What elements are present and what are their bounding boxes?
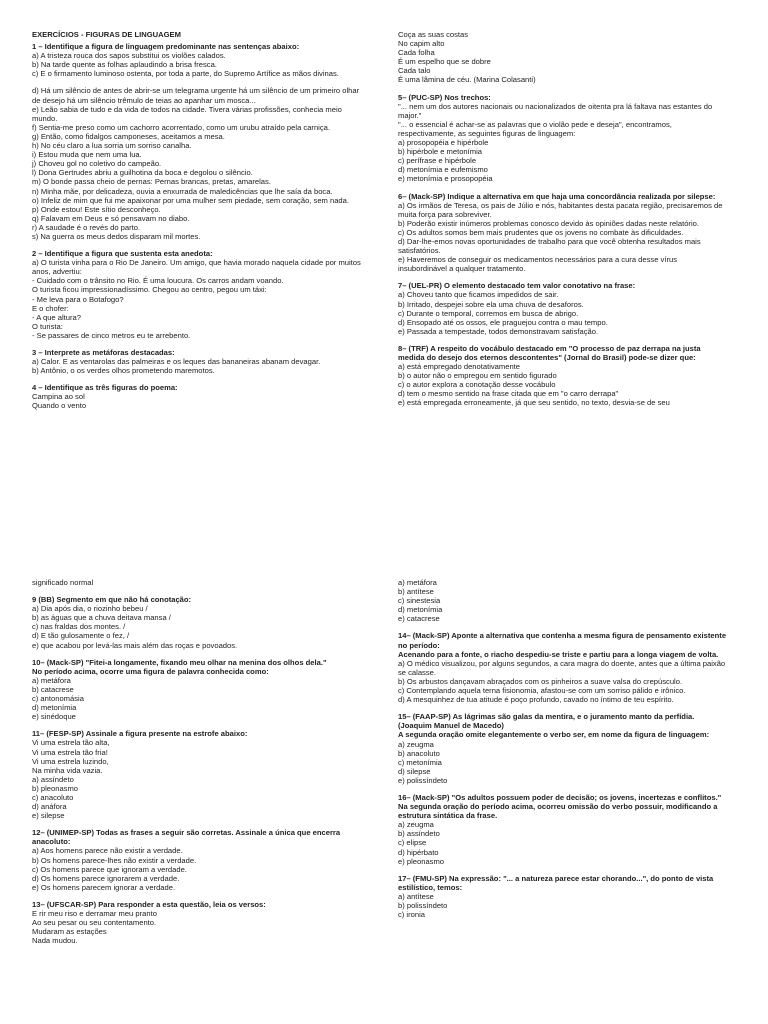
question-block	[32, 42, 362, 78]
text-line: n) Minha mãe, por delicadeza, ouvia a enxurrada de maledicências que lhe saía da boca.	[32, 186, 333, 196]
text-line: b) antítese	[398, 587, 434, 597]
question-heading: 10– (Mack-SP) "Fitei-a longamente, fixando meu olhar na menina dos olhos dela."	[32, 657, 327, 667]
text-line: a) O turista vinha para o Rio De Janeiro. Um amigo, que havia morado naquela cidade por muitos anos, advertiu:	[32, 258, 361, 277]
text-line: c) antonomásia	[32, 694, 84, 704]
question-block	[398, 344, 728, 408]
text-line: c) elipse	[398, 838, 427, 848]
text-line: o) Infeliz de mim que fui me apaixonar por uma mulher sem piedade, sem coração, sem nada.	[32, 195, 349, 205]
text-line: l) Dona Gertrudes abriu a guilhotina da boca e degolou o silêncio.	[32, 168, 253, 178]
text-line: e) polissíndeto	[398, 775, 448, 785]
text-line: d) Dar-lhe-emos novas oportunidades de trabalho para que você obtenha resultados mais satisfatórios.	[398, 236, 701, 256]
question-heading: 14– (Mack-SP) Aponte a alternativa que contenha a mesma figura de pensamento existente no período:	[398, 631, 727, 650]
text-line: b) Antônio, o os verdes olhos prometendo maremotos.	[32, 366, 215, 376]
text-line: b) catacrese	[32, 684, 74, 694]
text-line: a) Choveu tanto que ficamos impedidos de sair.	[398, 290, 559, 300]
text-line: d) E tão gulosamente o fez, /	[32, 631, 130, 641]
text-line: f) Sentia-me preso como um cachorro acorrentado, como um urubu atraído pela carniça.	[32, 122, 330, 132]
text-line: c) o autor explora a conotação desse vocábulo	[398, 380, 556, 390]
text-line: Cada talo	[398, 66, 431, 76]
text-line: Cada folha	[398, 48, 435, 58]
text-line: e) pleonasmo	[398, 856, 445, 866]
question-heading: 11– (FESP-SP) Assinale a figura presente na estrofe abaixo:	[32, 729, 248, 739]
question-block	[32, 578, 362, 587]
text-line: c) perífrase e hipérbole	[398, 156, 477, 166]
text-line: b) pleonasmo	[32, 783, 79, 793]
text-line: significado normal	[32, 578, 94, 587]
question-block	[398, 93, 728, 184]
question-heading: Na segunda oração do período acima, ocorreu omissão do verbo possuir, modificando a estrutura sintática da frase.	[398, 802, 718, 821]
text-line: É uma lâmina de céu. (Marina Colasanti)	[398, 75, 536, 85]
text-line: É um espelho que se dobre	[398, 57, 491, 67]
text-line: a) está empregado denotativamente	[398, 362, 521, 372]
question-heading: A segunda oração omite elegantemente o verbo ser, em nome da figura de linguagem:	[398, 730, 710, 740]
question-heading: 9 (BB) Segmento em que não há conotação:	[32, 595, 192, 605]
page-title: EXERCÍCIOS - FIGURAS DE LINGUAGEM	[32, 30, 181, 39]
text-line: r) A saudade é o revés do parto.	[32, 222, 141, 232]
text-line: Vi uma estrela tão alta,	[32, 738, 110, 748]
question-heading: 4 – Identifique as três figuras do poema:	[32, 383, 178, 393]
question-block	[32, 249, 362, 340]
text-line: a) prosopopéia e hipérbole	[398, 138, 489, 148]
question-block	[398, 793, 728, 866]
question-block	[398, 578, 728, 623]
text-line: Nada mudou.	[32, 936, 78, 946]
text-line: b) o autor não o empregou em sentido figurado	[398, 371, 557, 381]
text-line: b) hipérbole e metonímia	[398, 147, 482, 157]
text-line: - Se passares de cinco metros eu te arrebento.	[32, 330, 191, 340]
question-block	[32, 595, 362, 650]
text-line: d) Ensopado até os ossos, ele praguejou contra o mau tempo.	[398, 317, 608, 327]
question-block	[32, 900, 362, 945]
text-line: c) Contemplando aquela terna fisionomia, afastou-se com um sorriso pálido e irônico.	[398, 686, 686, 696]
question-block	[32, 348, 362, 375]
question-block	[32, 828, 362, 892]
question-block	[398, 192, 728, 274]
text-line: e) metonímia e prosopopéia	[398, 174, 493, 184]
text-line: d) anáfora	[32, 802, 67, 812]
text-line: Na minha vida vazia.	[32, 765, 103, 775]
text-line: c) Os adultos somos bem mais prudentes que os jovens no combate às dificuldades.	[398, 227, 684, 237]
text-line: E o chofer:	[32, 303, 69, 313]
text-line: c) sinestesia	[398, 596, 441, 606]
text-line: Mudaram as estações	[32, 927, 107, 937]
question-heading: 1 – Identifique a figura de linguagem predominante nas sentenças abaixo:	[32, 42, 300, 52]
text-line: O turista:	[32, 321, 63, 331]
text-line: d) metonímia	[32, 703, 77, 713]
text-line: c) metonímia	[398, 757, 442, 767]
top-left-column	[32, 30, 362, 419]
question-block	[398, 631, 728, 704]
text-line: q) Falavam em Deus e só pensavam no diabo.	[32, 213, 190, 223]
text-line: "... o essencial é achar-se as palavras que o violão pede e deseja", encontramos, respectivamente, as seguintes figuras de linguagem:	[398, 119, 672, 138]
bottom-right-column	[398, 578, 728, 927]
text-line: e) catacrese	[398, 614, 440, 624]
question-heading: 7– (UEL-PR) O elemento destacado tem valor conotativo na frase:	[398, 281, 636, 291]
text-line: c) E o firmamento luminoso ostenta, por toda a parte, do Supremo Artífice as mãos divinas.	[32, 69, 339, 79]
text-line: "... nem um dos autores nacionais ou nacionalizados de oitenta pra lá faltava nas estantes do major."	[398, 101, 713, 120]
text-line: Coça as suas costas	[398, 30, 469, 39]
question-heading: 6– (Mack-SP) Indique a alternativa em que haja uma concordância realizada por silepse:	[398, 191, 716, 201]
text-line: Ao seu pesar ou seu contentamento.	[32, 918, 157, 928]
question-heading: 5– (PUC-SP) Nos trechos:	[398, 92, 491, 102]
question-heading: 15– (FAAP-SP) As lágrimas são galas da mentira, e o juramento manto da perfídia. (Joaquim Manuel de Macedo)	[398, 712, 695, 731]
text-line: m) O bonde passa cheio de pernas: Pernas brancas, pretas, amarelas.	[32, 177, 271, 187]
text-line: a) metáfora	[398, 578, 437, 587]
question-heading: 12– (UNIMEP-SP) Todas as frases a seguir são corretas. Assinale a única que encerra anacoluto:	[32, 828, 341, 847]
text-line: b) anacoluto	[398, 748, 440, 758]
text-line: a) zeugma	[398, 739, 434, 749]
text-line: b) polissíndeto	[398, 901, 448, 910]
text-line: e) que acabou por levá-las mais além das roças e povoados.	[32, 640, 238, 650]
question-block	[32, 383, 362, 410]
text-line: a) assíndeto	[32, 774, 74, 784]
text-line: Quando o vento	[32, 401, 87, 411]
question-heading: 16– (Mack-SP) "Os adultos possuem poder de decisão; os jovens, incertezas e conflitos."	[398, 792, 722, 802]
text-line: a) Calor. E as ventarolas das palmeiras e os leques das bananeiras abanam devagar.	[32, 357, 321, 367]
text-line: O turista ficou impressionadíssimo. Chegou ao centro, pegou um táxi:	[32, 285, 267, 295]
question-block	[398, 30, 728, 85]
text-line: d) tem o mesmo sentido na frase citada que em "o carro derrapa"	[398, 389, 619, 399]
text-line: p) Onde estou! Este sítio desconheço.	[32, 204, 161, 214]
text-line: - Cuidado com o trânsito no Rio. É uma loucura. Os carros andam voando.	[32, 276, 284, 286]
text-line: b) Os arbustos dançavam abraçados com os pinheiros a suave valsa do crepúsculo.	[398, 676, 683, 686]
text-line: - Me leva para o Botafogo?	[32, 294, 124, 304]
text-line: s) Na guerra os meus dedos disparam mil mortes.	[32, 231, 201, 241]
text-line: E rir meu riso e derramar meu pranto	[32, 909, 157, 918]
text-line: d) silepse	[398, 766, 431, 776]
text-line: a) O médico visualizou, por alguns segundos, a cara magra do doente, antes que a última paixão se calasse.	[398, 658, 726, 677]
text-line: a) A tristeza rouca dos sapos substitui os violões calados.	[32, 51, 226, 61]
question-block	[32, 86, 362, 241]
question-heading: 3 – Interprete as metáforas destacadas:	[32, 348, 175, 357]
question-heading: Acenando para a fonte, o riacho despediu-se triste e partiu para a longa viagem de volta.	[398, 649, 719, 659]
text-line: a) zeugma	[398, 820, 434, 830]
top-right-column	[398, 30, 728, 416]
question-heading: 8– (TRF) A respeito do vocábulo destacado em "O processo de paz derrapa na justa medida do desejo dos eternos descontentes" (Jornal do Brasil) pode-se dizer que:	[398, 343, 701, 362]
text-line: b) Poderão existir inúmeros problemas conosco devido às opiniões dadas neste relatório.	[398, 218, 699, 228]
text-line: Campina ao sol	[32, 392, 85, 402]
text-line: b) as águas que a chuva deitava mansa /	[32, 613, 171, 623]
question-heading: No período acima, ocorre uma figura de palavra conhecida como:	[32, 666, 269, 676]
text-line: g) Então, como fidalgos camponeses, aceitamos a mesa.	[32, 131, 225, 141]
text-line: b) Irritado, despejei sobre ela uma chuva de desaforos.	[398, 299, 584, 309]
question-block	[32, 729, 362, 820]
question-heading: 2 – Identifique a figura que sustenta esta anedota:	[32, 249, 213, 259]
text-line: a) Aos homens parece não existir a verdade.	[32, 846, 183, 856]
text-line: e) Leão sabia de tudo e da vida de todos na cidade. Tivera várias profissões, conhecia meio mundo.	[32, 104, 342, 123]
text-line: c) nas fraldas dos montes. /	[32, 622, 126, 632]
text-line: c) Durante o temporal, corremos em busca de abrigo.	[398, 308, 579, 318]
text-line: d) metonímia	[398, 605, 443, 615]
text-line: e) está empregada erroneamente, já que seu sentido, no texto, desvia-se de seu	[398, 398, 670, 408]
text-line: a) Os irmãos de Teresa, os pais de Júlio e nós, habitantes desta pacata região, precisaremos de muita força para sobreviver.	[398, 200, 723, 219]
question-block	[398, 874, 728, 919]
text-line: Vi uma estrela tão fria!	[32, 747, 108, 757]
question-heading: 13– (UFSCAR-SP) Para responder a esta questão, leia os versos:	[32, 899, 266, 909]
question-heading: 17– (FMU-SP) Na expressão: "... a natureza parece estar chorando...", do ponto de vista estilístico, temos:	[398, 873, 714, 892]
text-line: d) Os homens parece ignorarem a verdade.	[32, 873, 180, 883]
text-line: d) hipérbato	[398, 847, 439, 857]
text-line: c) anacoluto	[32, 792, 74, 802]
text-line: a) antítese	[398, 891, 434, 901]
text-line: Vi uma estrela luzindo,	[32, 756, 109, 766]
text-line: i) Estou muda que nem uma lua.	[32, 150, 142, 160]
text-line: d) metonímia e eufemismo	[398, 165, 488, 175]
text-line: - A que altura?	[32, 312, 81, 322]
text-line: e) Haveremos de conseguir os medicamentos necessários para a cura desse vírus insubordinável a qualquer tratamento.	[398, 255, 677, 274]
text-line: b) Na tarde quente as folhas aplaudindo a brisa fresca.	[32, 60, 217, 70]
question-block	[32, 658, 362, 722]
text-line: No capim alto	[398, 39, 445, 49]
question-block	[398, 712, 728, 785]
text-line: a) Dia após dia, o riozinho bebeu /	[32, 604, 148, 614]
text-line: e) Os homens parecem ignorar a verdade.	[32, 882, 176, 892]
text-line: c) ironia	[398, 910, 426, 920]
text-line: d) Há um silêncio de antes de abrir-se um telegrama urgente há um silêncio de um primeiro olhar de desejo há um silêncio trêmulo de teias ao apanhar um mosca...	[32, 86, 360, 105]
question-block	[398, 281, 728, 336]
text-line: h) No céu claro a lua sorria um sorriso canalha.	[32, 141, 192, 151]
bottom-left-column	[32, 578, 362, 953]
text-line: b) Os homens parece-lhes não existir a verdade.	[32, 855, 197, 865]
text-line: j) Choveu gol no coletivo do campeão.	[32, 159, 162, 169]
text-line: a) metáfora	[32, 675, 71, 685]
text-line: d) A mesquinhez de tua atitude é poço profundo, cavado no íntimo de teu espírito.	[398, 695, 674, 705]
text-line: b) assíndeto	[398, 829, 440, 839]
text-line: e) Passada a tempestade, todos demonstravam satisfação.	[398, 326, 599, 336]
text-line: e) sinédoque	[32, 712, 76, 722]
text-line: e) silepse	[32, 811, 65, 821]
text-line: c) Os homens parece que ignoram a verdade.	[32, 864, 187, 874]
